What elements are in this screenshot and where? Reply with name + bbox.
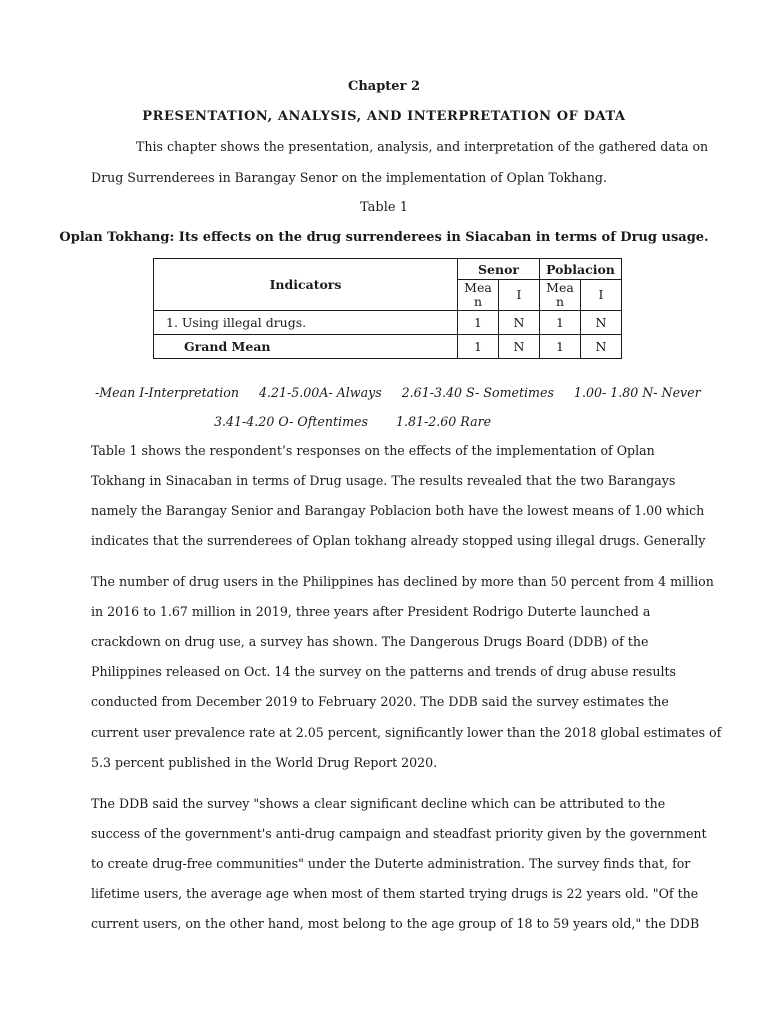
- grand-senor-mean-cell: 1: [458, 335, 499, 359]
- para1-line: Tokhang in Sinacaban in terms of Drug usage. The results revealed that the two Barangays: [91, 473, 676, 488]
- grand-mean-label: Grand Mean: [154, 335, 458, 359]
- para2-line: Philippines released on Oct. 14 the survey on the patterns and trends of drug abuse results: [91, 664, 676, 679]
- table-header-row: [154, 259, 622, 280]
- indicator-label: 1. Using illegal drugs.: [154, 311, 458, 335]
- para1-line: namely the Barangay Senior and Barangay Poblacion both have the lowest means of 1.00 which: [91, 503, 705, 518]
- senor-i-header: I: [499, 280, 540, 311]
- results-table: [153, 258, 622, 359]
- poblacion-i-header: I: [581, 280, 622, 311]
- intro-line: Drug Surrenderees in Barangay Senor on the implementation of Oplan Tokhang.: [91, 170, 607, 185]
- poblacion-mean-header: Mea n: [540, 280, 581, 311]
- senor-mean-header: Mea n: [458, 280, 499, 311]
- para1-line: Table 1 shows the respondent’s responses on the effects of the implementation of Oplan: [91, 443, 655, 458]
- senor-header: Senor: [458, 259, 540, 280]
- senor-mean-cell: 1: [458, 311, 499, 335]
- para3-line: to create drug-free communities" under the Duterte administration. The survey finds that, for: [91, 856, 691, 871]
- table-row: [154, 311, 622, 335]
- para2-line: crackdown on drug use, a survey has shown. The Dangerous Drugs Board (DDB) of the: [91, 634, 649, 649]
- grand-mean-row: [154, 335, 622, 359]
- senor-i-cell: N: [499, 311, 540, 335]
- grand-poblacion-i-cell: N: [581, 335, 622, 359]
- para3-line: lifetime users, the average age when most of them started trying drugs is 22 years old. "Of the: [91, 886, 699, 901]
- para2-line: in 2016 to 1.67 million in 2019, three years after President Rodrigo Duterte launched a: [91, 604, 651, 619]
- grand-senor-i-cell: N: [499, 335, 540, 359]
- indicators-header: Indicators: [154, 259, 458, 311]
- poblacion-i-cell: N: [581, 311, 622, 335]
- para1-line: indicates that the surrenderees of Oplan tokhang already stopped using illegal drugs. Generally: [91, 533, 706, 548]
- section-heading: PRESENTATION, ANALYSIS, AND INTERPRETATION OF DATA: [142, 109, 626, 124]
- legend-line: -Mean I-Interpretation 4.21-5.00A- Always 2.61-3.40 S- Sometimes 1.00- 1.80 N- Never: [95, 385, 701, 400]
- para3-line: current users, on the other hand, most belong to the age group of 18 to 59 years old," the DDB: [91, 916, 700, 931]
- poblacion-header: Poblacion: [540, 259, 622, 280]
- para2-line: 5.3 percent published in the World Drug Report 2020.: [91, 755, 438, 770]
- poblacion-mean-cell: 1: [540, 311, 581, 335]
- grand-poblacion-mean-cell: 1: [540, 335, 581, 359]
- table-caption: Oplan Tokhang: Its effects on the drug surrenderees in Siacaban in terms of Drug usage.: [59, 230, 709, 245]
- para2-line: current user prevalence rate at 2.05 percent, significantly lower than the 2018 global estimates of: [91, 725, 722, 740]
- para3-line: The DDB said the survey "shows a clear significant decline which can be attributed to the: [91, 796, 666, 811]
- para2-line: conducted from December 2019 to February 2020. The DDB said the survey estimates the: [91, 694, 669, 709]
- intro-line: This chapter shows the presentation, analysis, and interpretation of the gathered data on: [136, 139, 709, 154]
- legend-line: 3.41-4.20 O- Oftentimes 1.81-2.60 Rare: [214, 414, 492, 429]
- table-label: Table 1: [360, 200, 408, 215]
- para3-line: success of the government's anti-drug campaign and steadfast priority given by the government: [91, 826, 707, 841]
- chapter-title: Chapter 2: [347, 79, 420, 94]
- para2-line: The number of drug users in the Philippines has declined by more than 50 percent from 4 million: [91, 574, 714, 589]
